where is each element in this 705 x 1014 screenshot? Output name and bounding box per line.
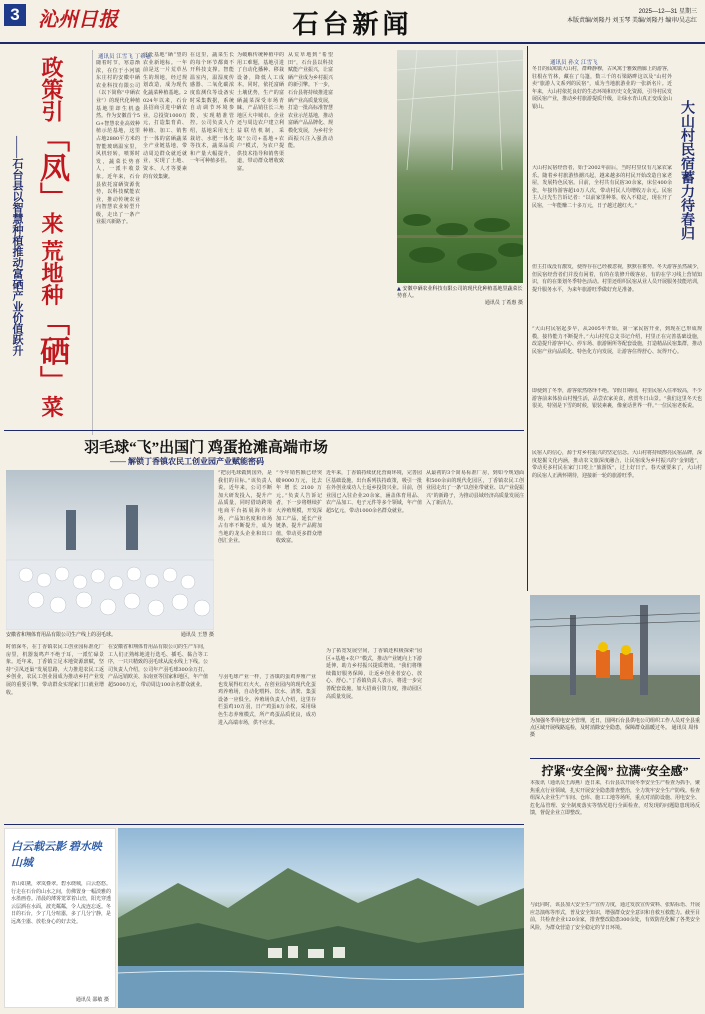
story2-title: 大山村民宿蓄力待春归 bbox=[679, 100, 694, 240]
story1-title-a: 政策引 bbox=[39, 56, 64, 122]
story2-col1: 冬日的仙寓镇大山村，群峰静穆，古风寓于雅致画廊上的游客，驻根在竹林，藏在了乌篷，数三千的石梁路畔这以及“山村外卖”旅游人文系列的民宿”，成为当地旅游业的一张新名片。近年来，大山村依托良好的生态环境和历史文化资源，引导村民发展民宿产业，推动乡村旅游提质升级，让绿水青山真正变成金山银山。 bbox=[532, 66, 672, 110]
story3-col5: “今年销售额已经突破9000万元，比去年增长2100万元。”负责人告诉记者，下一步将继续扩大养殖规模，开发深加工产品，延长产业链条，提升产品附加值，带动更多群众增收致富。 bbox=[276, 470, 322, 545]
story2-col6: 民宿人的信心，源于对乡村振兴的坚定信念。大山村将持续擦亮民宿品牌，深度挖掘文化内涵，推动农文旅深度融合，让民宿成为乡村振兴的“金钥匙”，带动更多村民在家门口吃上“旅游饭”，过上好日子。春天就要来了，大山村的民宿人正满怀期待，迎接新一轮的旅游旺季。 bbox=[532, 450, 702, 479]
story3-col1: 时值深冬，在丁香镇农民工创业园标准化厂房里，机器轰鸣声不绝于耳，一派忙碌景象。近年来，丁香镇立足本地资源禀赋，坚持“引凤还巢”发展思路，大力推进农民工返乡创业，农民工创业园成为推动乡村产业发展的重要引擎，带动群众实现家门口就业增收。 bbox=[6, 644, 104, 696]
page-number: 3 bbox=[4, 4, 26, 26]
poem-block bbox=[4, 828, 116, 1008]
shuttlecock-scene bbox=[6, 470, 214, 630]
story1-title-block bbox=[4, 48, 90, 433]
mountain-river-scene bbox=[118, 828, 524, 1008]
story1-title-b: 「凤」 bbox=[35, 122, 68, 212]
story1-title-e: 菜 bbox=[39, 395, 64, 418]
section-divider bbox=[4, 430, 524, 431]
newspaper-logo: 沁州日报 bbox=[38, 9, 118, 31]
greenhouse-scene bbox=[397, 50, 523, 283]
story3-photo-caption: 安徽省和翔体育用品有限公司生产线上的羽毛球。 bbox=[6, 632, 117, 638]
story2-col2: 大山村民宿经营者，始于2002年前后，当时村里仅有几家农家乐。随着乡村旅游热潮兴起，越来越多的村民开始改造自家老屋，发展特色民宿。目前，全村共有民宿30余家，床位400余张，年接待游客超10万人次，带动村民人均增收万余元。民宿主人汪先生告诉记者：“以前家里种茶，收入不稳定，现在开了民宿，一年能赚二十多万元，日子越过越红火。” bbox=[532, 165, 672, 209]
story3-photo-caption-box bbox=[6, 632, 214, 639]
story4-col2: 与此同时，该县加大安全生产宣传力度，通过发放宣传资料、张贴标语、开展应急演练等形式，普及安全知识，增强群众安全意识和自救互救能力。截至目前，共检查企业120余家，排查整改隐患300余处，有效防范化解了各类安全风险，为群众营造了安全稳定的节日环境。 bbox=[530, 902, 700, 931]
story3-photo bbox=[6, 470, 214, 630]
poem-credit: 通讯员 邵敏 摄 bbox=[75, 997, 109, 1003]
story4-title: 拧紧“安全阀” 拉满“安全感” bbox=[541, 764, 689, 778]
story4-col1: 本报讯（通讯员王海燕）连日来，石台县以开展冬季安全生产检查为抓手，聚焦重点行业领域，扎实开展安全隐患排查整治，全力筑牢安全生产防线。检查组深入企业生产车间、仓库、施工工地等场所，重点对消防设施、用电安全、危化品管理、安全制度落实等情况进行全面检查，对发现的问题隐患现场反馈，督促企业立即整改。 bbox=[530, 780, 700, 817]
header-meta bbox=[567, 8, 697, 26]
story1-title-part1 bbox=[35, 56, 68, 418]
story3-col3: “把羽毛球做到国外，是我们的目标。”该负责人说。近年来，公司不断加大研发投入，提升产品质量，同时借助跨境电商平台拓展海外市场，产品知名度和市场占有率不断提升，成为当地的龙头企业和出口创汇企业。 bbox=[218, 470, 272, 545]
story4-photo-caption-box bbox=[530, 718, 700, 754]
triangle-icon: ▲ bbox=[397, 286, 401, 292]
story1-col5: 从荒草地到“希望田”，石台县以科技赋能产业振兴，让富硒产业成为乡村振兴的新引擎。下一步，石台县将持续推进富硒产业高质量发展，打造一批高标准智慧农业示范基地，推动富硒产品品牌化、规模化发展，为乡村全面振兴注入强劲动能。 bbox=[288, 52, 333, 150]
section-divider-bottom bbox=[4, 824, 524, 825]
story1-col1: 随着时节，寒意渐浓，在位于小河镇东庄村的安徽中硒农业科技有限公司（以下简称“中硒农业”）的现代化种植基地里却生机盎然。作为安徽首个5G+智慧农业高效种植示范基地，这里占地2880平方米的智能玻璃温室里，风机轻转，喷雾时发，蔬菜长势喜人，一派丰收景象。近年来，石台县依托富硒资源优势，以科技赋能农业，推动传统农业向智慧农业转型升级，走出了一条产业振兴新路子。 bbox=[96, 60, 140, 226]
story4-photo-credit: 通讯员 周伟 摄 bbox=[530, 725, 699, 738]
story1-photo-credit: 通讯员 丁希惠 摄 bbox=[484, 300, 523, 306]
electrical-work-scene bbox=[530, 595, 700, 715]
poem-text: 青山如黛，翠岚叠翠。碧水绕城，白云悠悠。行走在石台的山水之间，仿佛置身一幅淡雅的水墨画卷。清晨的薄雾笼罩着山峦，阳光穿透云层洒在水面，波光粼粼，令人流连忘返。冬日的石台，少了几分喧嚣，多了几分宁静，是远离尘嚣、放松身心的好去处。 bbox=[11, 881, 111, 925]
story1-photo bbox=[397, 50, 523, 283]
story3-col6: 近年来，丁香镇持续优化营商环境，完善园区基础设施，出台系列扶持政策，吸引一批在外创业成功人士返乡投资兴业。目前，创业园已入驻企业20余家，涵盖体育用品、农产品加工、电子元件等多个领域，年产值超5亿元，带动1000余名群众就业。 bbox=[326, 470, 422, 514]
story3-col8: 从最初的3个简易标准厂房，到如今规划面积500余亩的现代化园区，丁香镇农民工创业园走出了一条“以创业带就业、以产业促振兴”的新路子，为推动县域经济高质量发展注入了新活力。 bbox=[426, 470, 524, 507]
story1-col4: 为破解传统种植中的用工难题，基地引进了自动化播种、移栽设备，降低人工成本。同时，依托富硒土壤优势，生产的富硒蔬菜深受市场青睐，产品销往长三角地区大中城市。企业还与周边农户建立利益联结机制，采取“公司+基地+农户”模式，为农户提供技术指导和销售渠道，带动群众增收致富。 bbox=[237, 52, 284, 172]
page-name: 石台新闻 bbox=[292, 10, 413, 39]
story4-rule bbox=[530, 758, 700, 759]
story3-subtitle: —— 解锁丁香镇农民工创业园产业赋能密码 bbox=[110, 457, 264, 466]
issue-date: 2025—12—31 星期三 bbox=[638, 9, 697, 15]
story2-col5: 即使到了冬季，游客依然络绎不绝。节假日期间，村里民宿入住率较高，不少游客前来体验山村慢生活，品尝农家美食，欣赏冬日山景。“我们这里冬天也很美，特别是下雪的时候，银装素裹，像童话世界一样。”一位民宿老板说。 bbox=[532, 388, 702, 410]
story2-col3: 但主打成没有激发，使得存在已经被忽视，默默在蓄势。冬天游客虽然减少，但民宿经营者们并没有闲着，有的在装修升级客房，有的在学习线上营销知识，有的在策划冬季特色活动。村里还组织民宿从业人员开展服务技能培训，提升服务水平，为来年旅游旺季做好充足准备。 bbox=[532, 264, 702, 293]
story1-col7 bbox=[338, 210, 394, 330]
story4-photo-caption: 为加强冬季用电安全管理，近日，国网石台县供电公司组织工作人员对全县重点区域开展线路巡检，及时消除安全隐患，保障群众温暖过冬。 bbox=[530, 718, 701, 731]
story1-title-c: 来 荒地种 bbox=[39, 212, 64, 306]
story3-photo-credit: 通讯员 王慧 摄 bbox=[180, 632, 214, 638]
divider bbox=[92, 50, 93, 435]
story3-title: 羽毛球“飞”出国门 鸡蛋抢滩高端市场 bbox=[84, 440, 328, 456]
story1-subtitle: ——石台县以智慧种植推动富硒产业价值跃升 bbox=[11, 136, 23, 356]
story1-title-d: 「硒」 bbox=[35, 305, 68, 396]
poem-title: 白云载云影 碧水映山城 bbox=[11, 841, 102, 869]
story1-col2: 这处基地“硒”望的农业新地标。一年前是这一片荒草丛生的坝地，经过规划改造，成为现代化蔬菜种植基地。2024年以来，石台县招商引进中硒农业，总投资1000万元，打造集育苗、种植、加工、销售于一体的富硒蔬菜全产业链基地，带动周边群众就近就业，实现了土地、资本、人才等要素的有效集聚。 bbox=[143, 52, 187, 180]
story4-photo bbox=[530, 595, 700, 715]
story1-photo-caption: 安徽中硒农业科技有限公司的现代化种植基地里蔬菜长势喜人。 bbox=[397, 286, 523, 299]
story1-photo-caption-box bbox=[397, 286, 523, 326]
story1-col3: 在这里，蔬菜生长的每个环节都离不开科技支撑。智能温室内，温湿度传感器、二氧化碳浓度监测仪等设备实时采集数据，系统自动调节环境参数，实现精准管控。公司负责人介绍，基地采用无土栽培、水肥一体化等技术，蔬菜品质和产量大幅提升，一年可种植多茬。 bbox=[190, 52, 234, 165]
column-divider bbox=[527, 46, 528, 591]
story3-col7: 为了拓宽发展空间，丁香镇还积极探索“园区+基地+农户”模式，推动产业链向上下游延伸，助力乡村振兴提质增效。“我们将继续做好服务保障，让返乡创业者安心、放心、舒心。”丁香镇负责人表示，将进一步完善配套设施，加大招商引资力度，推动园区高质量发展。 bbox=[326, 648, 422, 700]
story3-col4: 与羽毛球产业一样，丁香镇的蛋鸡养殖产业也发展得红红火火。在创业园内的现代化蛋鸡养殖场，自动化喂料、饮水、清粪、集蛋设备一应俱全。养殖场负责人介绍，这里存栏蛋鸡10万羽，日产鸡蛋8万余枚，采用绿色生态养殖模式，所产鸡蛋品质优良，成功进入高端市场，供不应求。 bbox=[218, 674, 316, 726]
story1-kicker: 通讯员 江雪飞 丁希惠 bbox=[98, 54, 151, 60]
story3-col2: 在安徽省和翔体育用品有限公司的生产车间，工人们正熟练地进行选毛、插毛、黏合等工序，一只只精致的羽毛球从流水线上下线。公司负责人介绍，公司年产羽毛球300余万打，产品远销欧美、东南亚等国家和地区，年产值超5000万元，带动周边100余名群众就业。 bbox=[108, 644, 208, 688]
story2-kicker: 通讯员 孙文 江雪飞 bbox=[550, 60, 598, 66]
landscape-photo bbox=[118, 828, 524, 1008]
story1-col6 bbox=[338, 52, 394, 207]
story2-col4: “大山村民宿起步早，从2005年开始，第一家民宿开业，到现在已形成规模，接待能力不断提升。”大山村党总支书记介绍，村里正在完善基础设施，改造提升游客中心、停车场、旅游厕所等配套设施，打造精品民宿集群，推动民宿产业向品质化、特色化方向发展，让游客住得舒心、玩得开心。 bbox=[532, 326, 702, 355]
editor-line: 本版责编/刘隆丹 刘玉琴 美编/刘隆丹 编审/吴志红 bbox=[566, 18, 697, 24]
